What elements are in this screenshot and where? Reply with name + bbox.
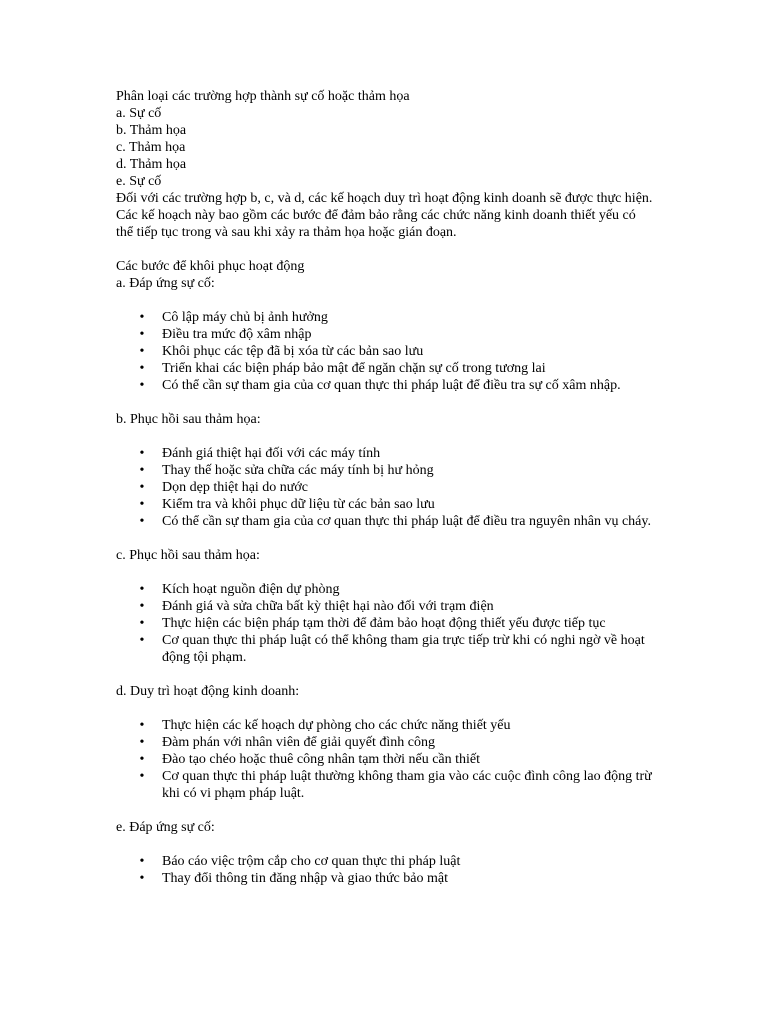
classification-b: b. Thảm họa [116, 123, 187, 138]
bullet-icon: • [139, 480, 145, 495]
list-item: • Cơ quan thực thi pháp luật có thể không tham gia trực tiếp trừ khi có nghi ngờ về hoạt động tội phạm. [162, 632, 656, 666]
section-heading-a: a. Đáp ứng sự cố: [116, 276, 215, 291]
bullet-icon: • [139, 310, 145, 325]
list-item: • Đánh giá và sửa chữa bất kỳ thiệt hại nào đối với trạm điện [162, 598, 656, 615]
bullet-icon: • [139, 752, 145, 767]
list-item: • Thay đổi thông tin đăng nhập và giao thức bảo mật [162, 870, 656, 887]
bullet-icon: • [139, 633, 145, 648]
list-item: • Triển khai các biện pháp bảo mật để ngăn chặn sự cố trong tương lai [162, 360, 656, 377]
classification-e: e. Sự cố [116, 174, 162, 189]
bullet-icon: • [139, 378, 145, 393]
list-item: • Đàm phán với nhân viên để giải quyết đình công [162, 734, 656, 751]
bullet-icon: • [139, 769, 145, 784]
list-item: • Kích hoạt nguồn điện dự phòng [162, 581, 656, 598]
section-list-e [116, 853, 656, 887]
bullet-icon: • [139, 463, 145, 478]
list-item: • Điều tra mức độ xâm nhập [162, 326, 656, 343]
bullet-icon: • [139, 871, 145, 886]
list-item: • Thực hiện các kế hoạch dự phòng cho các chức năng thiết yếu [162, 717, 656, 734]
list-item: • Đánh giá thiệt hại đối với các máy tính [162, 445, 656, 462]
section-heading-d: d. Duy trì hoạt động kinh doanh: [116, 684, 300, 699]
bullet-icon: • [139, 361, 145, 376]
section-list-a [116, 309, 656, 394]
spacer [116, 241, 656, 258]
list-item: • Có thể cần sự tham gia của cơ quan thực thi pháp luật để điều tra sự cố xâm nhập. [162, 377, 656, 394]
classification-a: a. Sự cố [116, 106, 162, 121]
intro-title: Phân loại các trường hợp thành sự cố hoặc thảm họa [116, 89, 410, 104]
bullet-icon: • [139, 735, 145, 750]
list-item: • Báo cáo việc trộm cắp cho cơ quan thực thi pháp luật [162, 853, 656, 870]
document-page [116, 88, 656, 904]
list-item: • Kiểm tra và khôi phục dữ liệu từ các bản sao lưu [162, 496, 656, 513]
bullet-icon: • [139, 854, 145, 869]
bullet-icon: • [139, 514, 145, 529]
steps-title: Các bước để khôi phục hoạt động [116, 259, 305, 274]
section-heading-b: b. Phục hồi sau thảm họa: [116, 412, 261, 427]
list-item: • Khôi phục các tệp đã bị xóa từ các bản sao lưu [162, 343, 656, 360]
list-item: • Thay thế hoặc sửa chữa các máy tính bị hư hỏng [162, 462, 656, 479]
bullet-icon: • [139, 582, 145, 597]
bullet-icon: • [139, 327, 145, 342]
list-item: • Đào tạo chéo hoặc thuê công nhân tạm thời nếu cần thiết [162, 751, 656, 768]
section-heading-e: e. Đáp ứng sự cố: [116, 820, 215, 835]
section-heading-c: c. Phục hồi sau thảm họa: [116, 548, 260, 563]
classification-c: c. Thảm họa [116, 140, 186, 155]
list-item: • Dọn dẹp thiệt hại do nước [162, 479, 656, 496]
bullet-icon: • [139, 497, 145, 512]
list-item: • Cơ quan thực thi pháp luật thường không tham gia vào các cuộc đình công lao động trừ khi có vi phạm pháp luật. [162, 768, 656, 802]
list-item: • Thực hiện các biện pháp tạm thời để đảm bảo hoạt động thiết yếu được tiếp tục [162, 615, 656, 632]
list-item: • Cô lập máy chủ bị ảnh hưởng [162, 309, 656, 326]
section-list-c [116, 581, 656, 666]
bullet-icon: • [139, 446, 145, 461]
classification-d: d. Thảm họa [116, 157, 187, 172]
intro-paragraph: Đối với các trường hợp b, c, và d, các kế hoạch duy trì hoạt động kinh doanh sẽ được thực hiện. Các kế hoạch này bao gồm các bước để đảm bảo rằng các chức năng kinh doanh thiết yếu có thể tiếp tục trong và sau khi xảy ra thảm họa hoặc gián đoạn. [116, 191, 653, 240]
bullet-icon: • [139, 344, 145, 359]
bullet-icon: • [139, 718, 145, 733]
bullet-icon: • [139, 616, 145, 631]
section-list-d [116, 717, 656, 802]
section-list-b [116, 445, 656, 530]
list-item: • Có thể cần sự tham gia của cơ quan thực thi pháp luật để điều tra nguyên nhân vụ cháy. [162, 513, 656, 530]
bullet-icon: • [139, 599, 145, 614]
